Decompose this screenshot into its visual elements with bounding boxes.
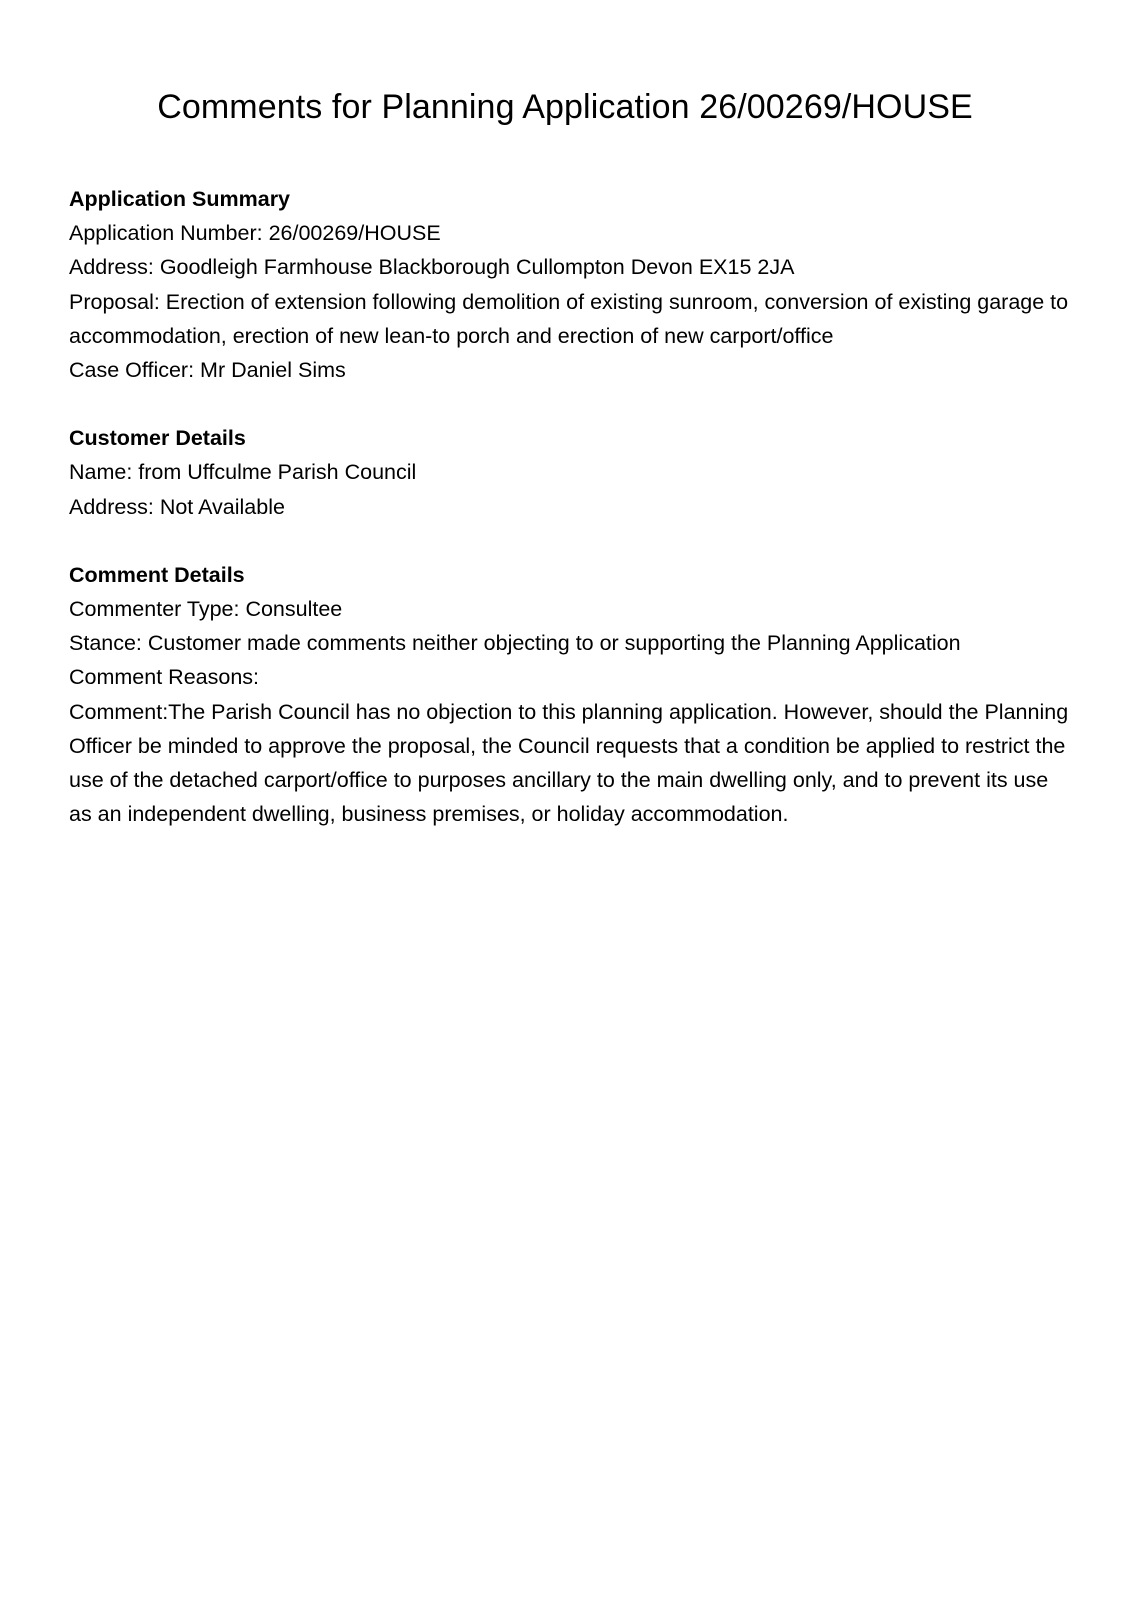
application-summary-heading: Application Summary <box>69 187 291 211</box>
customer-details-section <box>69 421 1069 524</box>
customer-address: Address: Not Available <box>69 494 285 519</box>
page-title: Comments for Planning Application 26/00269/HOUSE <box>157 88 973 126</box>
case-officer: Case Officer: Mr Daniel Sims <box>69 358 346 383</box>
customer-name: Name: from Uffculme Parish Council <box>69 460 417 485</box>
document-body <box>69 182 1069 865</box>
application-number: Application Number: 26/00269/HOUSE <box>69 221 441 246</box>
application-address: Address: Goodleigh Farmhouse Blackborough Cullompton Devon EX15 2JA <box>69 255 795 280</box>
customer-details-heading: Customer Details <box>69 426 246 451</box>
commenter-type: Commenter Type: Consultee <box>69 597 343 622</box>
comment-details-heading: Comment Details <box>69 562 245 587</box>
comment-text: Comment:The Parish Council has no objection to this planning application. However, should the Planning Officer be minded to approve the proposal, the Council requests that a condition be applied to restrict the use of the detached carport/office to purposes ancillary to the main dwelling only, and to prevent its use as an independent dwelling, business premises, or holiday accommodation. <box>69 699 1069 827</box>
comment-stance: Stance: Customer made comments neither objecting to or supporting the Planning Application <box>69 631 961 656</box>
application-summary-section <box>69 182 1069 387</box>
comment-reasons: Comment Reasons: <box>69 665 259 690</box>
comment-details-section <box>69 558 1069 832</box>
application-proposal: Proposal: Erection of extension following demolition of existing sunroom, conversion of existing garage to accommodation, erection of new lean-to porch and erection of new carport/office <box>69 289 1069 348</box>
